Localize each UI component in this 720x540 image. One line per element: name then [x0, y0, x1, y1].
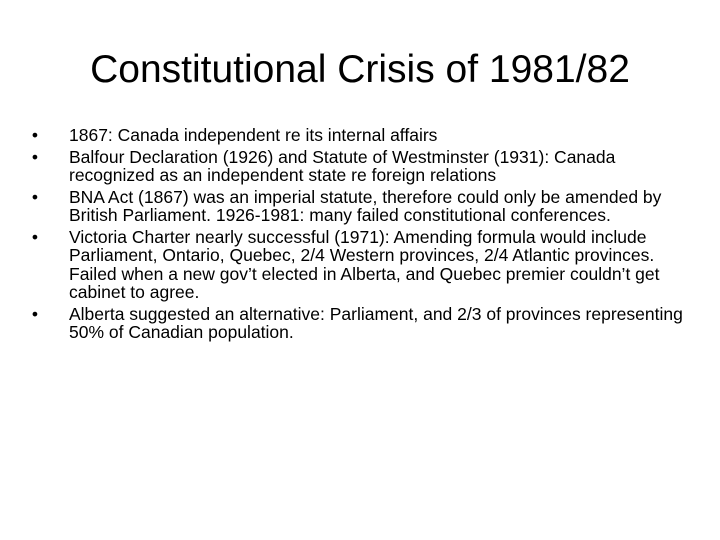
bullet-text: Balfour Declaration (1926) and Statute of Westminster (1931): Canada recognized as an independent state re foreign relations [69, 146, 616, 185]
bullet-text: Victoria Charter nearly successful (1971): Amending formula would include Parliament, Ontario, Quebec, 2/4 Western provinces, 2/4 Atlantic provinces. Failed when a new gov’t elected in Alberta, and Quebec premier couldn’t get cabinet to agree. [69, 226, 660, 302]
bullet-text: Alberta suggested an alternative: Parliament, and 2/3 of provinces representing 50% of Canadian population. [69, 303, 683, 342]
bullet-icon: • [31, 125, 39, 145]
bullet-item [28, 228, 700, 302]
bullet-text: BNA Act (1867) was an imperial statute, therefore could only be amended by British Parliament. 1926-1981: many failed constitutional conferences. [69, 186, 662, 225]
bullet-icon: • [31, 226, 39, 247]
bullet-list [28, 126, 700, 345]
bullet-item [28, 305, 700, 342]
bullet-icon: • [31, 146, 39, 167]
bullet-text: 1867: Canada independent re its internal affairs [69, 125, 438, 145]
slide-title: Constitutional Crisis of 1981/82 [90, 48, 630, 91]
bullet-item [28, 188, 700, 225]
bullet-icon: • [31, 303, 39, 324]
bullet-item [28, 126, 700, 145]
bullet-icon: • [31, 186, 39, 207]
bullet-item [28, 148, 700, 185]
